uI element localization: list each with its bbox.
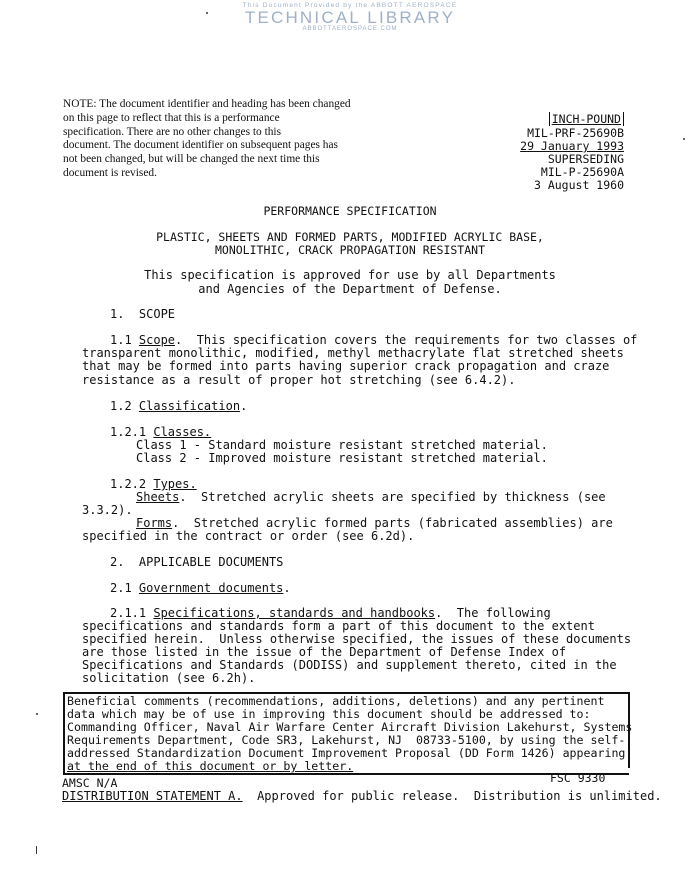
sheets-line xyxy=(136,490,606,504)
document-id: MIL-PRF-25690B xyxy=(527,126,624,140)
section-title: Specifications, standards and handbooks xyxy=(153,606,436,620)
body-line: resistance as a result of proper hot stretching (see 6.4.2). xyxy=(82,373,516,387)
watermark-provided-by: This Document Provided by the ABBOTT AEROSPACE xyxy=(242,2,458,9)
section-1-2-1-heading xyxy=(110,425,211,439)
body-line: 3.3.2). xyxy=(82,503,133,517)
revision-note xyxy=(63,98,459,181)
note-line: specification. There are no other changes to this xyxy=(63,125,282,138)
section-2-heading: 2. APPLICABLE DOCUMENTS xyxy=(110,555,284,569)
scan-speck xyxy=(683,138,685,140)
scan-speck xyxy=(36,713,38,715)
comments-box-left-border xyxy=(63,692,65,775)
comments-line: addressed Standardization Document Improvement Proposal (DD Form 1426) appearing xyxy=(67,746,626,760)
distribution-statement xyxy=(62,789,662,803)
comments-line: data which may be of use in improving this document should be addressed to: xyxy=(67,707,591,721)
body-line: Specifications and Standards (DODISS) and supplement thereto, cited in the xyxy=(82,658,617,672)
section-1-2-2-heading xyxy=(110,477,197,491)
inch-pound-text: INCH-POUND xyxy=(549,112,624,126)
watermark-library: TECHNICAL LIBRARY xyxy=(244,8,456,27)
note-line: document. The document identifier on subsequent pages has xyxy=(63,139,338,152)
forms-text: . Stretched acrylic formed parts (fabricated assemblies) are xyxy=(172,516,613,530)
amsc-label: AMSC N/A xyxy=(62,776,118,790)
forms-line xyxy=(136,516,613,530)
note-line: NOTE: The document identifier and heading has been changed xyxy=(63,98,351,110)
comments-line: Requirements Department, Code SR3, Lakehurst, NJ 08733-5100, by using the self- xyxy=(67,733,626,747)
section-2-1-1-line xyxy=(110,606,551,620)
section-number: 1.1 xyxy=(110,333,139,347)
scan-speck xyxy=(206,12,208,14)
section-punct: . xyxy=(283,581,291,595)
comments-line: Commanding Officer, Naval Air Warfare Center Aircraft Division Lakehurst, Systems xyxy=(67,720,633,734)
section-title: Classification xyxy=(138,399,241,413)
class-1-line: Class 1 - Standard moisture resistant stretched material. xyxy=(136,438,548,452)
body-line: that may be formed into parts having superior crack propagation and craze xyxy=(82,359,610,373)
section-title: Classes. xyxy=(153,425,212,439)
section-number: 2.1 xyxy=(110,581,139,595)
body-line: solicitation (see 6.2h). xyxy=(82,671,256,685)
sheets-title: Sheets xyxy=(136,490,180,504)
section-1-1-line xyxy=(110,333,637,347)
page-title: PERFORMANCE SPECIFICATION xyxy=(263,204,437,218)
section-number: 1.2.1 xyxy=(110,425,154,439)
section-1-2-heading xyxy=(110,399,247,413)
approval-line-1: This specification is approved for use by all Departments xyxy=(144,268,556,282)
body-line: specifications and standards form a part of this document to the extent xyxy=(82,619,595,633)
forms-title: Forms xyxy=(136,516,173,530)
note-line: on this page to reflect that this is a performance xyxy=(63,111,280,124)
section-number: 2.1.1 xyxy=(110,606,154,620)
subtitle-line-1: PLASTIC, SHEETS AND FORMED PARTS, MODIFIED ACRYLIC BASE, xyxy=(156,230,544,244)
note-line: document is revised. xyxy=(63,166,157,179)
body-line: specified herein. Unless otherwise specified, the issues of these documents xyxy=(82,632,632,646)
section-punct: . xyxy=(240,399,248,413)
note-line: not been changed, but will be changed the next time this xyxy=(63,153,320,166)
comments-line: at the end of this document or by letter. xyxy=(67,759,354,773)
distribution-text: Approved for public release. Distribution is unlimited. xyxy=(242,789,662,803)
subtitle-line-2: MONOLITHIC, CRACK PROPAGATION RESISTANT xyxy=(214,243,486,257)
section-title: Government documents xyxy=(138,581,284,595)
superseding-label: SUPERSEDING xyxy=(547,152,624,166)
section-number: 1.2 xyxy=(110,399,139,413)
section-number: 1.2.2 xyxy=(110,477,154,491)
body-line: transparent monolithic, modified, methyl methacrylate flat stretched sheets xyxy=(82,346,624,360)
fsc-label: FSC 9330 xyxy=(550,771,606,785)
document-date: 29 January 1993 xyxy=(520,139,624,153)
section-2-1-heading xyxy=(110,581,291,595)
scan-speck xyxy=(36,846,37,854)
sheets-text: . Stretched acrylic sheets are specified by thickness (see xyxy=(179,490,606,504)
body-line: specified in the contract or order (see 6.2d). xyxy=(82,529,415,543)
section-title: Scope xyxy=(138,333,176,347)
comments-line: Beneficial comments (recommendations, additions, deletions) and any pertinent xyxy=(67,694,605,708)
watermark-url: ABBOTTAEROSPACE.COM xyxy=(302,26,398,32)
class-2-line: Class 2 - Improved moisture resistant stretched material. xyxy=(136,451,548,465)
distribution-title: DISTRIBUTION STATEMENT A. xyxy=(62,789,243,803)
superseded-document-date: 3 August 1960 xyxy=(533,178,624,192)
section-text: . This specification covers the requirements for two classes of xyxy=(175,333,638,347)
section-1-heading: 1. SCOPE xyxy=(110,307,176,321)
comments-box-bottom-border xyxy=(63,773,629,775)
approval-line-2: and Agencies of the Department of Defense. xyxy=(198,282,502,296)
section-title: Types. xyxy=(153,477,197,491)
inch-pound-label xyxy=(549,112,624,126)
body-line: are those listed in the issue of the Department of Defense Index of xyxy=(82,645,567,659)
superseded-document-id: MIL-P-25690A xyxy=(540,165,624,179)
section-text: . The following xyxy=(435,606,551,620)
